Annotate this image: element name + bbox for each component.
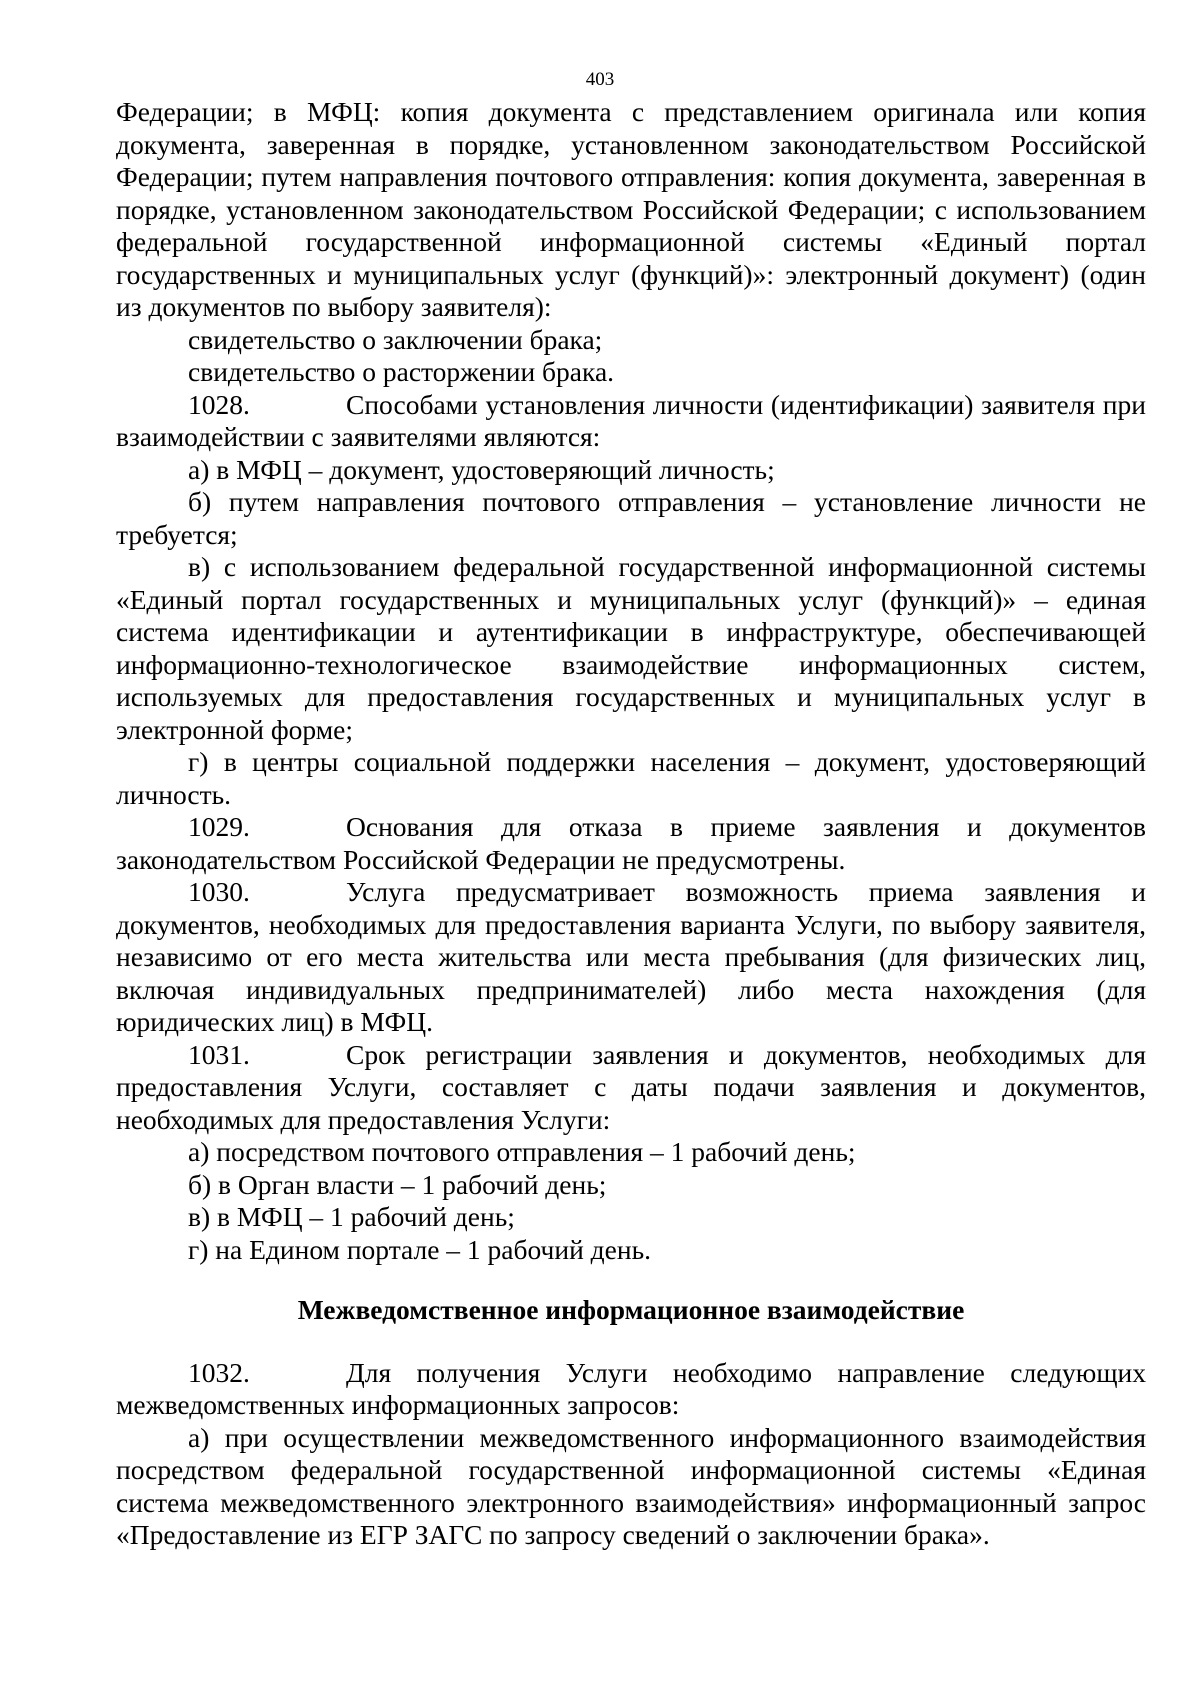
paragraph: в) с использованием федеральной государственной информационной системы «Единый портал государственных и муниципальных услуг (функций)» – единая система идентификации и аутентификации в инфраструктуре, обеспечивающей информационно-технологическое взаимодействие информационных систем, используемых для предоставления государственных и муниципальных услуг в электронной форме; [116,551,1146,745]
numbered-paragraph-1029 [116,811,1146,876]
item-text: Для получения Услуги необходимо направление следующих межведомственных информационных запросов: [116,1356,1146,1420]
paragraph: а) посредством почтового отправления – 1 рабочий день; [188,1136,856,1167]
paragraph: свидетельство о заключении брака; [188,323,603,355]
paragraph: свидетельство о расторжении брака. [188,356,615,387]
page-number: 403 [585,69,615,90]
item-text: Услуга предусматривает возможность приема заявления и документов, необходимых для предоставления варианта Услуги, по выбору заявителя, независимо от его места жительства или места пребывания (для физических лиц, включая индивидуальных предпринимателей) либо места нахождения (для юридических лиц) в МФЦ. [116,876,1146,1037]
paragraph: г) на Едином портале – 1 рабочий день. [188,1233,652,1265]
item-text: Срок регистрации заявления и документов, необходимых для предоставления Услуги, составляет с даты подачи заявления и документов, необходимых для предоставления Услуги: [116,1038,1146,1135]
paragraph: в) в МФЦ – 1 рабочий день; [188,1201,515,1232]
item-text: Способами установления личности (идентификации) заявителя при взаимодействии с заявителями являются: [116,388,1146,452]
paragraph: б) в Орган власти – 1 рабочий день; [188,1168,607,1200]
numbered-paragraph-1031 [116,1039,1146,1137]
item-text: Основания для отказа в приеме заявления и документов законодательством Российской Федерации не предусмотрены. [116,811,1146,875]
item-number: 1032. [188,1356,250,1388]
item-number: 1031. [188,1038,250,1070]
item-number: 1028. [188,388,250,420]
item-number: 1029. [188,811,250,842]
numbered-paragraph-1032 [116,1357,1146,1422]
section-heading: Межведомственное информационное взаимодействие [297,1294,965,1325]
numbered-paragraph-1030 [116,876,1146,1039]
paragraph: Федерации; в МФЦ: копия документа с представлением оригинала или копия документа, заверенная в порядке, установленном законодательством Российской Федерации; путем направления почтового отправления: копия документа, заверенная в порядке, установленном законодательством Российской Федерации; с использованием федеральной государственной информационной системы «Единый портал государственных и муниципальных услуг (функций)»: электронный документ) (один из документов по выбору заявителя): [116,96,1146,322]
paragraph: а) при осуществлении межведомственного информационного взаимодействия посредством федеральной государственной информационной системы «Единая система межведомственного электронного взаимодействия» информационный запрос «Предоставление из ЕГР ЗАГС по запросу сведений о заключении брака». [116,1421,1146,1550]
numbered-paragraph-1028 [116,389,1146,454]
paragraph: г) в центры социальной поддержки населения – документ, удостоверяющий личность. [116,746,1146,810]
paragraph: а) в МФЦ – документ, удостоверяющий личность; [188,453,775,485]
document-body [116,96,1146,1552]
paragraph: б) путем направления почтового отправления – установление личности не требуется; [116,486,1146,550]
item-number: 1030. [188,876,250,907]
